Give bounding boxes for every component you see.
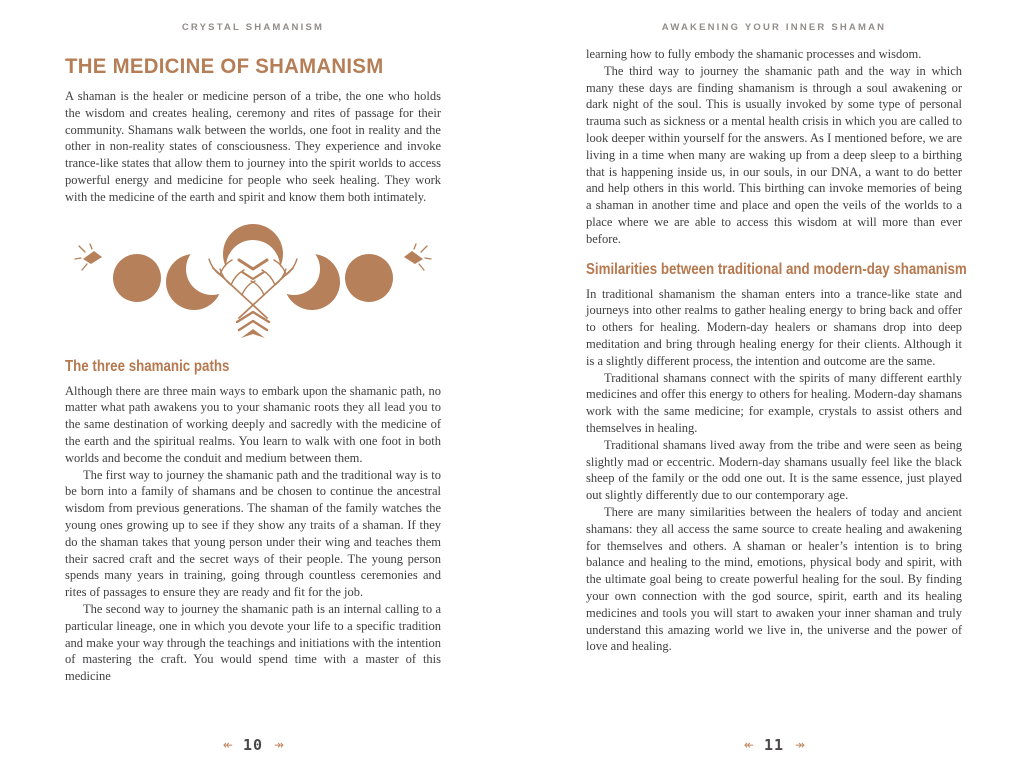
chapter-title: THE MEDICINE OF SHAMANISM (65, 55, 384, 78)
paragraph: Traditional shamans connect with the spirits of many different earthly medicines and offer this energy to others for healing. Modern-day shamans work with the same medicine; for example, crystals to assist others and themselves in healing. (586, 370, 962, 435)
paragraph: In traditional shamanism the shaman enters into a trance-like state and journeys into other realms to gather healing energy to bring back and offer to others for healing. Modern-day healers or shamans drop into deep meditation and bring through healing energy for their clients. Although it is a slightly different process, the intention and outcome are the same. (586, 286, 962, 368)
page-number-left: 10 (242, 736, 264, 754)
paragraph: The third way to journey the shamanic path and the way in which many these days are finding shamanism is through a soul awakening or dark night of the soul. This is usually invoked by some type of personal trauma such as sickness or a mental health crisis in which you are called to look deeper within yourself for the answers. As I mentioned before, we are living in a time when many are waking up from a deep sleep to a birthing that is happening inside us, in our souls, in our DNA, a want to do better and help others in this world. This birthing can invoke memories of being a shaman in another time and place and open the veils of the worlds to a place where we are able to access this wisdom at will more than ever before. (586, 63, 962, 246)
full-moon-icon (113, 254, 161, 302)
paragraph: learning how to fully embody the shamanic processes and wisdom. (586, 47, 922, 61)
right-page-paragraphs (586, 286, 962, 656)
footer-arrow-left-icon: ↞ (222, 738, 232, 752)
paragraph: The second way to journey the shamanic path is an internal calling to a particular lineage, one in which you devote your life to a specific tradition and make your way through the teachings and initiations with the intention of mastering the craft. You would spend time with a master of this medicine (65, 601, 441, 684)
sparkle-icon (404, 244, 431, 270)
moon-phases-botanical-icon (73, 218, 433, 340)
right-page-content (586, 0, 967, 655)
page-footer-right (586, 736, 962, 755)
paragraph: There are many similarities between the healers of today and ancient shamans: they all access the same source to create healing and awakening for themselves and others. A shaman or healer’s intention is to bring balance and healing to the mind, emotions, physical body and spirit, with the ultimate goal being to create powerful healing for the soul. By finding your own connection with the god source, spirit, earth and its healing medicines and tools you will start to awaken your inner shaman and truly understand this amazing world we live in, the universe and the power of love and healing. (586, 504, 962, 654)
paragraph: Traditional shamans lived away from the tribe and were seen as being slightly mad or eccentric. Modern-day shamans usually feel like the black sheep of the family or the odd one out. It is the same essence, just played out slightly differently due to our contemporary age. (586, 437, 962, 503)
right-page (586, 0, 967, 783)
left-page (65, 0, 441, 783)
intro-paragraph: A shaman is the healer or medicine person of a tribe, the one who holds the wisdom and creates healing, ceremony and rites of passage for their community. Shamans walk between the worlds, one foot in reality and the other in non-reality states of consciousness. They experience and invoke trance-like states that allow them to journey into the spirit worlds to access powerful energy and medicine for people who seek healing. They work with the medicine of the earth and spirit and know them both intimately. (65, 89, 441, 204)
footer-arrow-left-icon: ↞ (743, 738, 753, 752)
footer-arrow-right-icon: ↠ (795, 738, 805, 752)
subheading-similarities: Similarities between traditional and modern-day shamanism (586, 260, 967, 278)
left-page-paragraphs (65, 383, 441, 685)
subheading-three-shamanic-paths: The three shamanic paths (65, 357, 230, 375)
paragraph: The first way to journey the shamanic path and the traditional way is to be born into a family of shamans and be chosen to continue the ancestral wisdom from previous generations. The shaman of the family watches the young ones growing up to see if they show any traits of a shaman. If they do the shaman takes that young person under their wing and teaches them their sacred craft and the secret ways of their people. The young person spends many years in training, going through countless ceremonies and rites of passages to ensure they are ready and fit for the job. (65, 467, 441, 600)
sparkle-icon (75, 244, 102, 270)
paragraph: Although there are three main ways to embark upon the shamanic path, no matter what path awakens you to your shamanic roots they all lead you to the same destination of working deeply and sacredly with the medicine of the earth and the spiritual realms. You learn to walk with one foot in both worlds and become the conduit and medium between them. (65, 383, 441, 465)
right-page-top-paragraphs (586, 46, 962, 248)
moon-phases-illustration (65, 218, 441, 345)
footer-arrow-right-icon: ↠ (274, 738, 284, 752)
full-moon-icon (345, 254, 393, 302)
running-head-right: AWAKENING YOUR INNER SHAMAN (661, 22, 887, 33)
page-number-right: 11 (763, 736, 785, 754)
left-page-content (65, 0, 441, 685)
page-footer-left (65, 736, 441, 755)
running-head-left: CRYSTAL SHAMANISM (181, 22, 325, 33)
